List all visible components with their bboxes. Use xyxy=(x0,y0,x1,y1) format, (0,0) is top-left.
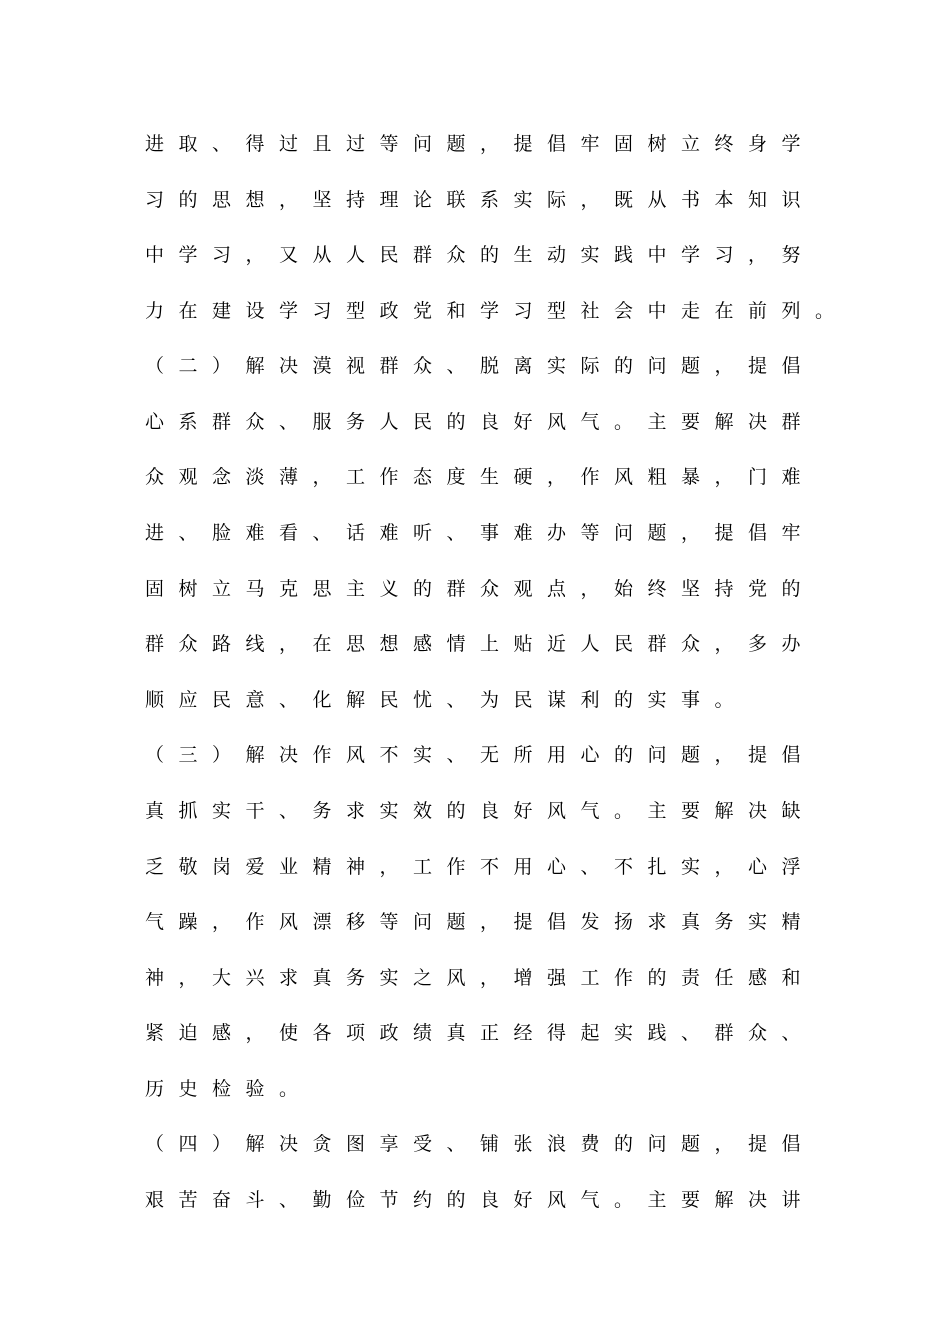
text-line: 进、脸难看、话难听、事难办等问题，提倡牢 xyxy=(145,522,816,544)
section-heading-line: （四）解决贪图享受、铺张浪费的问题，提倡 xyxy=(145,1133,816,1155)
text-line: 中学习，又从人民群众的生动实践中学习，努 xyxy=(145,244,816,266)
section-heading-line: （二）解决漠视群众、脱离实际的问题，提倡 xyxy=(145,355,816,377)
text-line: 紧迫感，使各项政绩真正经得起实践、群众、 xyxy=(145,1022,816,1044)
text-line: 习的思想，坚持理论联系实际，既从书本知识 xyxy=(145,189,816,211)
text-line: 神，大兴求真务实之风，增强工作的责任感和 xyxy=(145,967,816,989)
text-line: 心系群众、服务人民的良好风气。主要解决群 xyxy=(145,411,816,433)
section-heading-line: （三）解决作风不实、无所用心的问题，提倡 xyxy=(145,744,816,766)
text-line: 气躁，作风漂移等问题，提倡发扬求真务实精 xyxy=(145,911,816,933)
text-line: 顺应民意、化解民忧、为民谋利的实事。 xyxy=(145,689,749,711)
text-line: 力在建设学习型政党和学习型社会中走在前列。 xyxy=(145,300,849,322)
text-line: 固树立马克思主义的群众观点，始终坚持党的 xyxy=(145,578,816,600)
text-line: 真抓实干、务求实效的良好风气。主要解决缺 xyxy=(145,800,816,822)
text-line: 乏敬岗爱业精神，工作不用心、不扎实，心浮 xyxy=(145,856,816,878)
text-line: 艰苦奋斗、勤俭节约的良好风气。主要解决讲 xyxy=(145,1189,816,1211)
text-line: 进取、得过且过等问题，提倡牢固树立终身学 xyxy=(145,133,816,155)
text-line: 众观念淡薄，工作态度生硬，作风粗暴，门难 xyxy=(145,466,816,488)
text-line: 历史检验。 xyxy=(145,1078,313,1100)
text-line: 群众路线，在思想感情上贴近人民群众，多办 xyxy=(145,633,816,655)
